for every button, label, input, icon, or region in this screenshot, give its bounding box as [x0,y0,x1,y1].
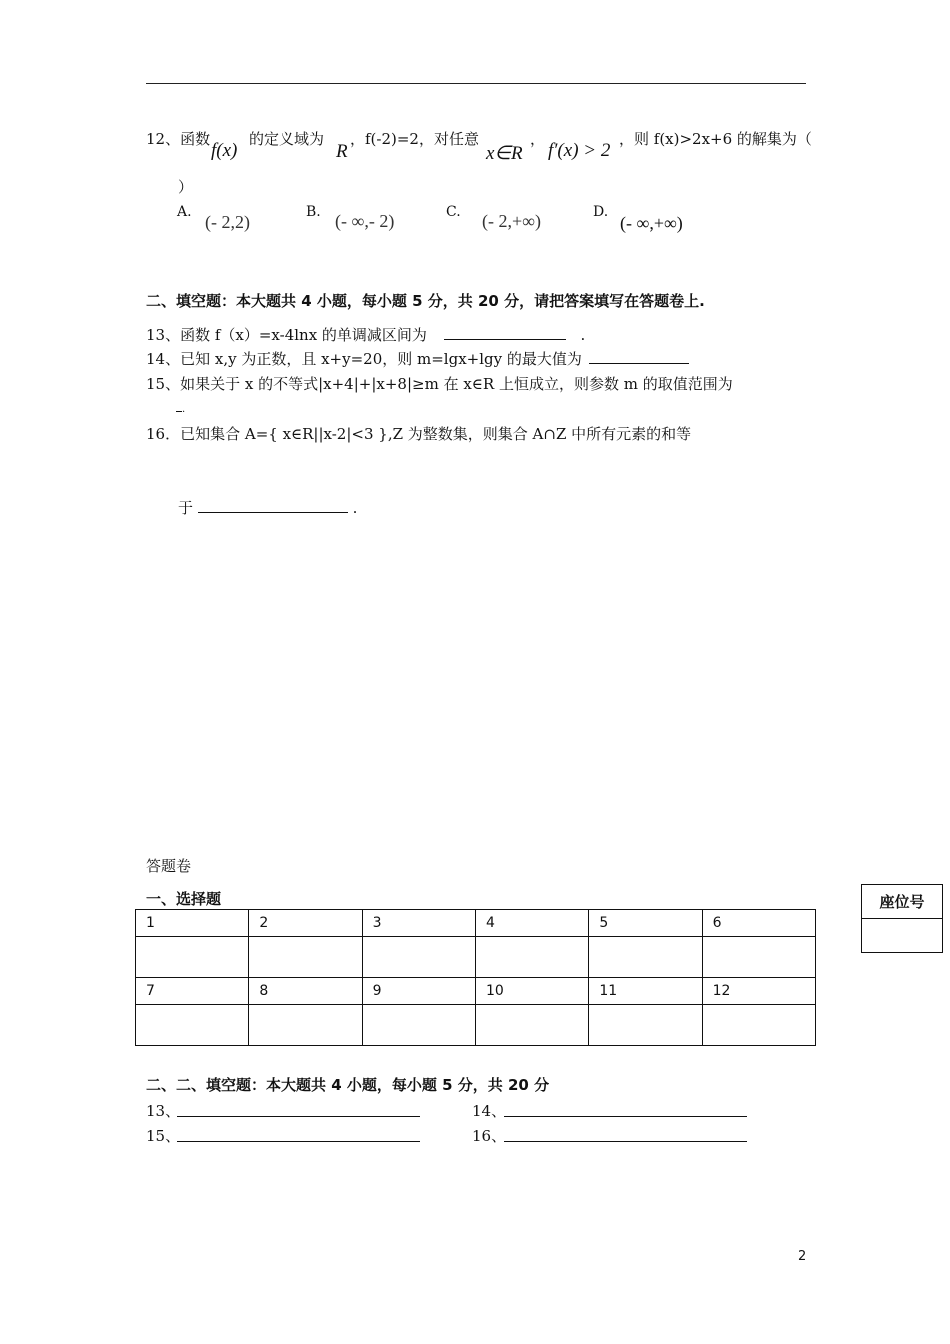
q13-end: . [580,326,586,344]
q12-derivative: f′(x) > 2 [548,140,611,161]
blank-line-15[interactable] [177,1141,420,1142]
q12-xinR: x∈R [486,143,523,164]
answer-cell[interactable] [136,937,249,978]
table-row [136,1005,816,1046]
q15-tail: . [182,404,186,415]
blank-label-13: 13、 [146,1102,181,1120]
question-15 [146,373,733,394]
answer-cell[interactable] [362,937,475,978]
q16-line2-start: 于 [178,499,194,517]
q12-R: R [336,141,348,162]
option-c-label: C. [446,204,461,220]
answer-cell[interactable] [362,1005,475,1046]
q15-text: 15、如果关于 x 的不等式|x+4|+|x+8|≥m 在 x∈R 上恒成立，则参数 m 的取值范围为 [146,375,733,393]
q15-answer [176,397,185,416]
answer-cell[interactable] [249,937,362,978]
q14-answer-blank[interactable] [589,349,689,364]
option-a-label: A. [177,204,192,220]
table-row [136,978,816,1005]
table-row [136,937,816,978]
table-cell-label: 10 [475,978,588,1005]
option-b-label: B. [306,204,321,220]
answer-section-1-heading: 一、选择题 [146,890,222,908]
table-cell-label: 1 [136,910,249,937]
answer-sheet-title: 答题卷 [146,857,192,875]
q14-text: 14、已知 x,y 为正数，且 x+y=20，则 m=lgx+lgy 的最大值为 [146,350,582,368]
answer-cell[interactable] [136,1005,249,1046]
q16-answer-blank[interactable] [198,498,348,513]
answer-cell[interactable] [702,937,815,978]
q13-answer-blank[interactable] [444,325,566,340]
table-cell-label: 6 [702,910,815,937]
q12-close: ） [178,178,194,196]
section-2-heading: 二、填空题：本大题共 4 小题，每小题 5 分，共 20 分，请把答案填写在答题卷上. [146,292,705,310]
q12-part1: 12、函数 [146,130,211,148]
blank-label-14: 14、 [472,1102,507,1120]
answer-cell[interactable] [589,1005,702,1046]
question-14 [146,348,689,369]
table-cell-label: 3 [362,910,475,937]
table-cell-label: 12 [702,978,815,1005]
blank-label-15: 15、 [146,1127,181,1145]
table-cell-label: 4 [475,910,588,937]
answer-cell[interactable] [475,1005,588,1046]
page-number: 2 [798,1249,807,1264]
answer-cell[interactable] [702,1005,815,1046]
answer-cell[interactable] [249,1005,362,1046]
q16-text: 16．已知集合 A={ x∈R||x-2|<3 },Z 为整数集，则集合 A∩Z 中所有元素的和等 [146,425,692,443]
question-16 [146,423,691,444]
q12-part2: 的定义域为 [249,130,325,148]
blank-line-14[interactable] [504,1116,747,1117]
seat-number-field[interactable] [862,919,943,953]
q12-part4: ，则 f(x)>2x+6 的解集为（ [619,130,812,148]
header-rule [146,83,806,84]
option-d-value: (- ∞,+∞) [620,213,683,233]
table-row [136,910,816,937]
blank-line-16[interactable] [504,1141,747,1142]
answer-cell[interactable] [589,937,702,978]
q13-text: 13、函数 f（x）=x-4lnx 的单调减区间为 [146,326,427,344]
option-c-value: (- 2,+∞) [482,211,541,231]
option-d-label: D. [593,204,609,220]
table-cell-label: 2 [249,910,362,937]
q12-comma: ， [530,130,546,148]
table-cell-label: 8 [249,978,362,1005]
q12-part3: ，f(-2)=2，对任意 [350,130,479,148]
q16-line2-end: . [352,499,358,517]
answer-cell[interactable] [475,937,588,978]
q16-line2 [178,497,357,518]
table-cell-label: 9 [362,978,475,1005]
option-a-value: (- 2,2) [205,212,250,232]
answer-section-2-heading: 二、二、填空题：本大题共 4 小题，每小题 5 分，共 20 分 [146,1076,550,1094]
choice-answer-table [135,909,816,1046]
table-cell-label: 11 [589,978,702,1005]
table-cell-label: 5 [589,910,702,937]
seat-number-label: 座位号 [862,885,943,919]
q12-fx: f(x) [211,140,238,161]
option-b-value: (- ∞,- 2) [335,211,395,231]
blank-line-13[interactable] [177,1116,420,1117]
question-13 [146,324,585,345]
blank-label-16: 16、 [472,1127,507,1145]
seat-number-box [861,884,943,953]
table-cell-label: 7 [136,978,249,1005]
